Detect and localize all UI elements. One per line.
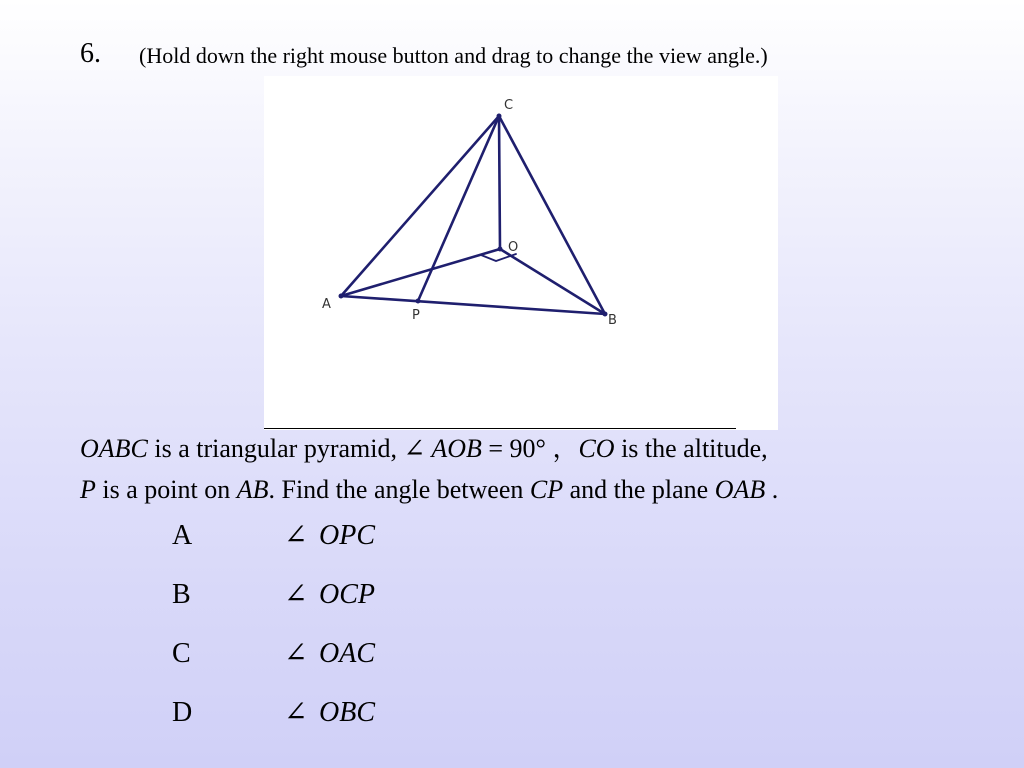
choice-angle: OAC [319,638,375,669]
problem-text: and the plane [563,475,715,504]
choice-letter: D [172,697,193,728]
point-p-dot [416,299,421,304]
choice-letter: C [172,638,191,669]
vertex-o-dot [498,247,503,252]
angle-symbol: ∠ [403,434,426,463]
separator: ， [545,434,579,463]
problem-text: is a point on [95,475,237,504]
choice-letter: B [172,579,191,610]
plane-oab: OAB [714,475,766,504]
edge-ab [341,296,605,314]
vertex-c-dot [497,114,502,119]
problem-text: . [765,475,779,504]
angle-symbol: ∠ [284,520,308,551]
problem-text: . Find the angle between [268,475,530,504]
problem-statement [80,428,1010,510]
edge-ca [341,116,499,296]
pyramid-name: OABC [80,434,148,463]
pyramid-figure[interactable] [264,76,778,430]
edge-co [499,116,500,249]
angle-symbol: ∠ [284,638,308,669]
label-b: B [608,313,617,328]
question-hint: (Hold down the right mouse button and drag to change the view angle.) [139,43,768,68]
segment-ab: AB [236,475,269,504]
question-number: 6. [80,38,101,69]
choice-angle: OBC [319,697,375,728]
choice-angle: OPC [319,520,375,551]
problem-line-1 [80,428,1010,469]
label-o: O [508,240,519,255]
segment-cp: CP [529,475,564,504]
choice-angle: OCP [319,579,375,610]
right-angle-mark [481,254,516,261]
pyramid-diagram[interactable] [264,76,778,430]
problem-text: is the altitude, [614,434,768,463]
vertex-a-dot [339,294,344,299]
label-c: C [504,98,514,113]
choice-letter: A [172,520,193,551]
equals-ninety: = 90° [481,434,546,463]
vertex-b-dot [603,312,608,317]
problem-line-2 [80,469,1010,510]
problem-text: is a triangular pyramid, [147,434,404,463]
point-p: P [80,475,96,504]
label-p: P [412,308,420,323]
angle-symbol: ∠ [284,579,308,610]
angle-aob: AOB [425,434,482,463]
edge-ob [500,249,605,314]
label-a: A [322,297,331,312]
angle-symbol: ∠ [284,697,308,728]
edge-oa [341,249,500,296]
edge-cp [418,116,499,301]
segment-co: CO [578,434,615,463]
edge-cb [499,116,605,314]
